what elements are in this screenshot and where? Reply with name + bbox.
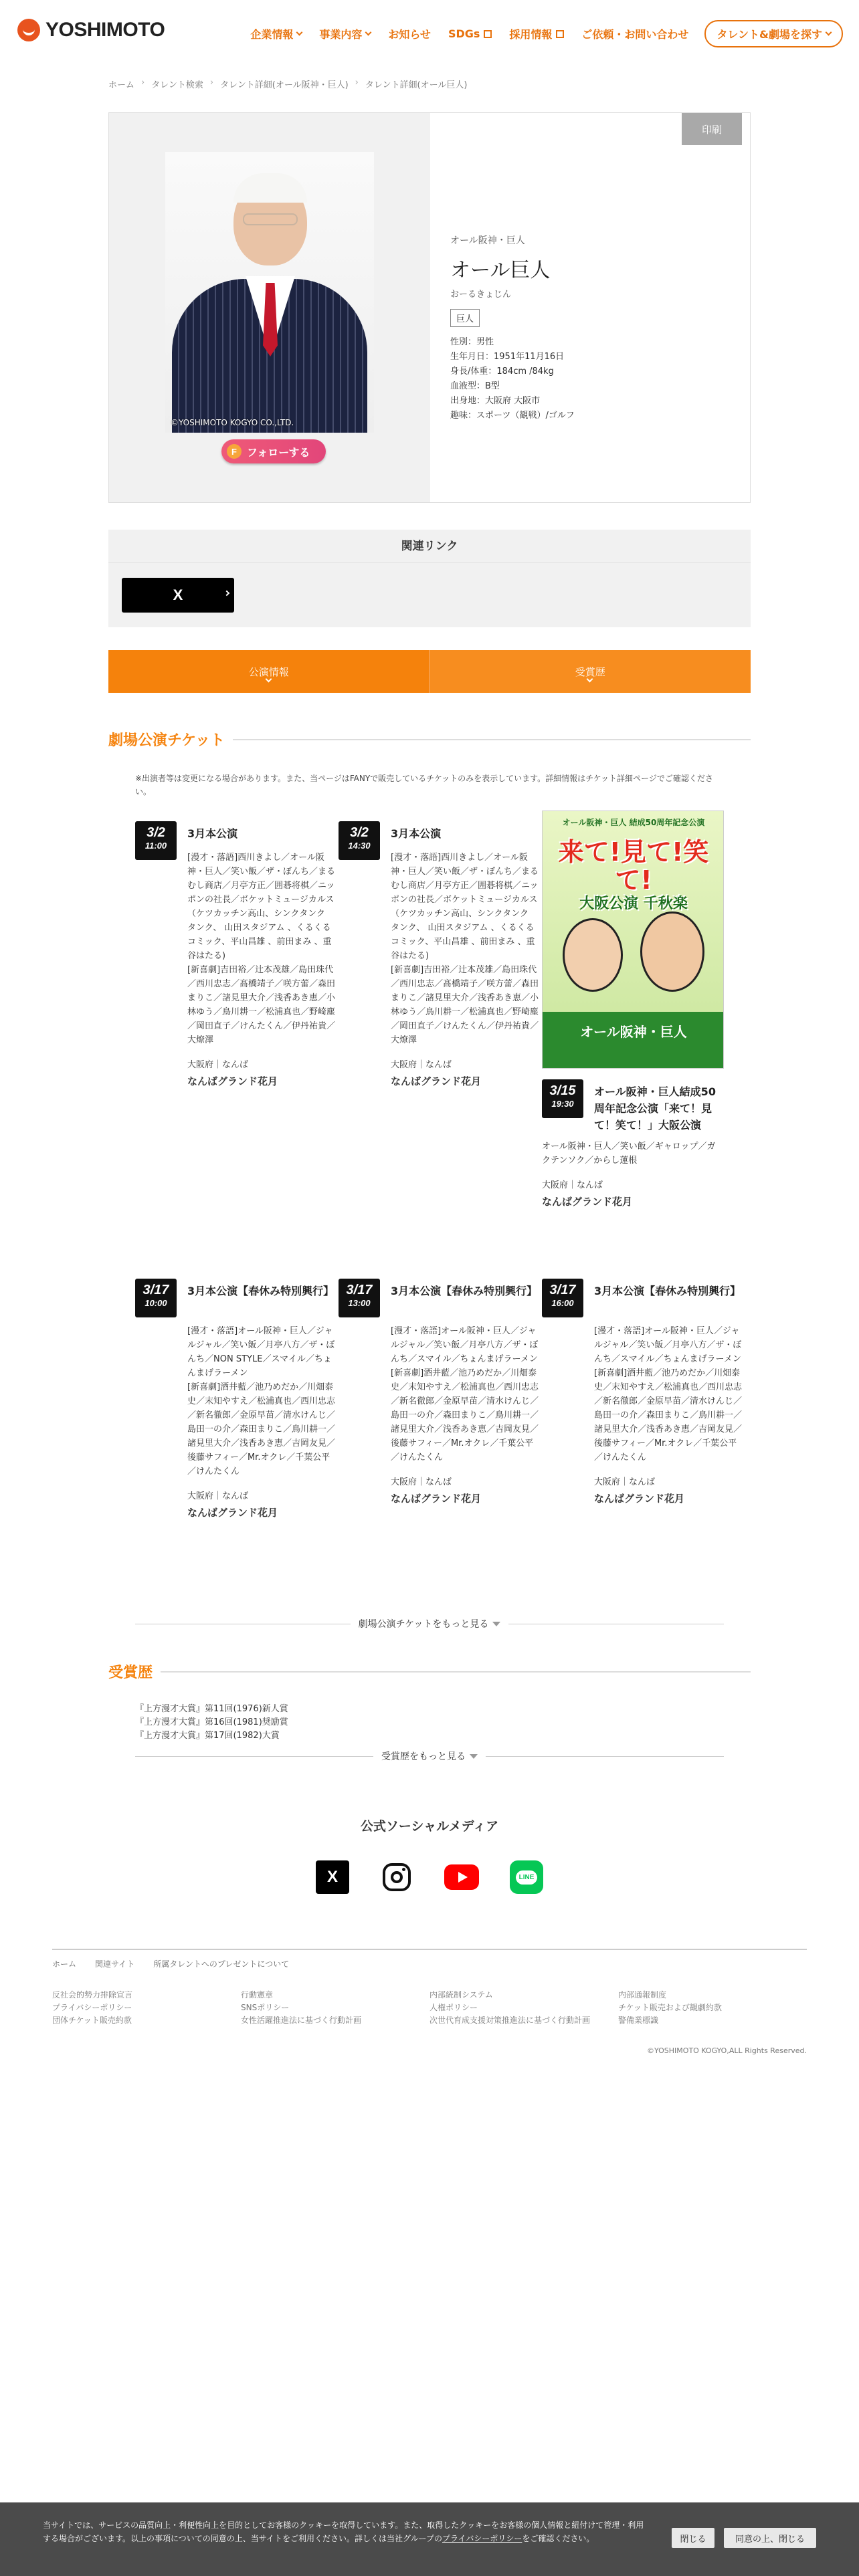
footer-links: [52, 1989, 807, 2027]
ticket-venue: なんばグランド花月: [187, 1507, 278, 1519]
tab-performances[interactable]: 公演情報: [108, 650, 430, 693]
cookie-message: 当サイトでは、サービスの品質向上・利便性向上を目的としてお客様のクッキーを取得しています。また、取得したクッキーをお客様の個人情報と紐付けて管理・利用する場合がございます。以上の事項についての同意の上、当サイトをご利用ください。詳しくは当社グループの: [43, 2520, 644, 2543]
footer-link[interactable]: 団体チケット販売約款: [52, 2016, 132, 2025]
heading-rule: [161, 1671, 751, 1673]
ticket-title[interactable]: 3月本公演【春休み特別興行】: [391, 1285, 538, 1297]
detail-gender: 性別：男性: [450, 337, 494, 347]
date-badge: [542, 1279, 583, 1317]
talent-photo: [165, 152, 374, 433]
nav-sdgs[interactable]: SDGs: [448, 27, 492, 40]
award-item: 『上方漫才大賞』第17回(1982)大賞: [135, 1731, 280, 1741]
cookie-banner: [0, 2502, 859, 2576]
footer-link[interactable]: 行動憲章: [241, 1990, 274, 2000]
poster-main: 来て!見て!笑て!: [558, 837, 709, 895]
talent-info: [450, 233, 731, 423]
print-button[interactable]: 印刷: [682, 113, 742, 145]
date-day: 3/17: [142, 1283, 169, 1297]
date-day: 3/17: [346, 1283, 373, 1297]
ticket-title[interactable]: 3月本公演: [391, 827, 442, 840]
footer-column: [618, 1989, 807, 2027]
chevron-down-icon: [365, 29, 372, 36]
breadcrumb: [108, 78, 474, 90]
tickets-title: 劇場公演チケット: [108, 732, 225, 749]
main-nav: [233, 20, 843, 47]
date-badge: [135, 1279, 177, 1317]
ticket-prefecture: 大阪府｜なんば: [391, 1477, 452, 1487]
group-name[interactable]: オール阪神・巨人: [450, 235, 525, 246]
date-day: 3/15: [549, 1083, 576, 1098]
tab-awards[interactable]: 受賞歴: [430, 650, 751, 693]
breadcrumb-talent-search[interactable]: タレント検索: [151, 80, 203, 90]
date-badge: [339, 1279, 380, 1317]
site-header: [0, 0, 859, 62]
ticket-prefecture: 大阪府｜なんば: [187, 1491, 249, 1501]
line-label: LINE: [516, 1870, 538, 1885]
nav-company[interactable]: 企業情報: [250, 26, 302, 41]
footer-divider: [52, 1949, 807, 1950]
more-tickets-row: [135, 1617, 724, 1630]
ticket-cast: [漫才・落語]オール阪神・巨人／ジャルジャル／笑い飯／月亭八方／ザ・ぼんち／NON STYLE／スマイル／ちょんまげラーメン [新喜劇]酒井藍／池乃めだか／川畑泰史／末知やすえ／松浦真也／西川忠志／新名徹郎／金原早苗／清水けんじ／島田一の介／森田まりこ／鳥川耕一／諸見里大介／浅香あき恵／吉岡友見／後藤サフィー／Mr.オクレ／千葉公平／けんたくん: [187, 1326, 336, 1477]
smile-logo-icon: [17, 19, 40, 41]
footer-link[interactable]: 内部通報制度: [618, 1990, 667, 2000]
divider: [486, 1756, 724, 1757]
detail-birthplace: 出身地：大阪府 大阪市: [450, 396, 541, 406]
date-time: 16:00: [551, 1298, 574, 1308]
line-icon[interactable]: [510, 1860, 543, 1894]
content-tabs: [108, 650, 751, 693]
date-time: 10:00: [145, 1298, 167, 1308]
talent-kana: おーるきょじん: [450, 290, 512, 300]
x-icon[interactable]: X: [316, 1860, 349, 1894]
ticket-venue: なんばグランド花月: [391, 1075, 482, 1087]
breadcrumb-group[interactable]: タレント詳細(オール阪神・巨人): [220, 80, 349, 90]
footer-link[interactable]: 次世代育成支援対策推進法に基づく行動計画: [430, 2016, 591, 2025]
footer-link[interactable]: 女性活躍推進法に基づく行動計画: [241, 2016, 362, 2025]
nav-business[interactable]: 事業内容: [319, 26, 371, 41]
footer-link[interactable]: 反社会的勢力排除宣言: [52, 1990, 133, 2000]
poster-top-text: オール阪神・巨人 結成50周年記念公演: [562, 818, 705, 827]
awards-title: 受賞歴: [108, 1665, 153, 1681]
youtube-icon[interactable]: [444, 1864, 479, 1890]
ticket-body: [187, 851, 336, 1089]
ticket-cast: [漫才・落語]西川きよし／オール阪神・巨人／笑い飯／ザ・ぼんち／まるむし商店／月亭方正／囲碁将棋／ニッポンの社長／ボケットミュージカルス（ケツカッチン高山、シンクタンク タンク、 山田スタジアム 、くるくるコミック、平山昌雄 、前田まみ 、重谷はたる) [新喜劇]吉田裕／辻本茂雄／島田珠代／西川忠志／髙橋靖子／咲方蕾／森田まりこ／諸見里大介／浅香あき恵／小林ゆう／鳥川耕一／松浦真也／野崎塵／岡田直子／けんたくん／伊丹祐貴／大燎澤: [187, 853, 336, 1045]
date-time: 19:30: [551, 1099, 574, 1109]
tickets-heading: [108, 729, 751, 750]
detail-hobby: 趣味：スポーツ（観戦）/ゴルフ: [450, 411, 575, 421]
footer-column: [241, 1989, 430, 2027]
chevron-down-icon: [296, 29, 303, 36]
footer-link-home[interactable]: ホーム: [52, 1959, 77, 1969]
ticket-body: [187, 1324, 336, 1520]
ticket-prefecture: 大阪府｜なんば: [391, 1060, 452, 1070]
date-badge: [339, 821, 380, 860]
date-time: 14:30: [348, 841, 371, 851]
follow-label: フォローする: [247, 445, 310, 459]
footer-link[interactable]: 人権ポリシー: [430, 2003, 478, 2012]
award-item: 『上方漫才大賞』第16回(1981)奨励賞: [135, 1717, 288, 1727]
tickets-notice: ※出演者等は変更になる場合があります。また、当ページはFANYで販売しているチケットのみを表示しています。詳細情報はチケット詳細ページでご確認ください。: [135, 774, 713, 796]
ticket-body: [542, 1140, 716, 1209]
cookie-message-end: をご確認ください。: [522, 2534, 595, 2543]
photo-credit: ©YOSHIMOTO KOGYO CO.,LTD.: [171, 418, 294, 427]
ticket-venue: なんばグランド花月: [594, 1493, 685, 1505]
talent-details: [450, 335, 731, 423]
chevron-down-icon: [470, 1754, 478, 1759]
footer-link[interactable]: 内部統制システム: [430, 1990, 493, 2000]
related-links: [108, 530, 751, 627]
footer-link-related-sites[interactable]: 関連サイト: [95, 1959, 135, 1969]
event-poster[interactable]: [542, 811, 724, 1069]
cookie-agree-button[interactable]: 同意の上、閉じる: [724, 2528, 816, 2548]
nav-news[interactable]: お知らせ: [388, 28, 431, 41]
nav-recruit[interactable]: 採用情報: [509, 26, 564, 41]
logo-text: YOSHIMOTO: [45, 19, 165, 41]
related-links-title: 関連リンク: [108, 530, 751, 563]
external-link-icon: [556, 30, 564, 38]
date-time: 13:00: [348, 1298, 371, 1308]
poster-face: [563, 918, 623, 992]
detail-birthday: 生年月日：1951年11月16日: [450, 352, 565, 362]
ticket-venue: なんばグランド花月: [542, 1196, 633, 1208]
awards-heading: [108, 1661, 751, 1682]
ticket-prefecture: 大阪府｜なんば: [187, 1060, 249, 1070]
divider: [135, 1756, 373, 1757]
talent-name: オール巨人: [450, 259, 551, 282]
copyright: ©YOSHIMOTO KOGYO,ALL Rights Reserved.: [647, 2046, 807, 2055]
privacy-policy-link[interactable]: プライバシーポリシー: [442, 2534, 522, 2543]
ticket-body: [391, 1324, 539, 1506]
breadcrumb-separator-icon: ›: [141, 78, 145, 88]
date-badge: [135, 821, 177, 860]
award-item: 『上方漫才大賞』第11回(1976)新人賞: [135, 1704, 288, 1714]
ticket-cast: [漫才・落語]西川きよし／オール阪神・巨人／笑い飯／ザ・ぼんち／まるむし商店／月亭方正／囲碁将棋／ニッポンの社長／ボケットミュージカルス（ケツカッチン高山、シンクタンク タンク、 山田スタジアム 、くるくるコミック、平山昌雄 、前田まみ 、重谷はたる) [新喜劇]吉田裕／辻本茂雄／島田珠代／西川忠志／髙橋靖子／咲方蕾／森田まりこ／諸見里大介／浅香あき恵／小林ゆう／鳥川耕一／松浦真也／野崎塵／岡田直子／けんたくん／伊丹祐貴／大燎澤: [391, 853, 539, 1045]
detail-blood-type: 血液型：B型: [450, 381, 500, 391]
awards-list: [135, 1703, 288, 1743]
x-logo-icon: X: [173, 586, 183, 603]
ticket-title[interactable]: オール阪神・巨人結成50周年記念公演「来て！見て！笑て！」大阪公演: [594, 1085, 716, 1132]
date-day: 3/2: [350, 825, 369, 840]
footer-link[interactable]: 警備業標識: [618, 2016, 659, 2025]
cookie-close-button[interactable]: 閉じる: [672, 2528, 714, 2548]
profile-photo-area: [109, 113, 430, 502]
ticket-body: [391, 851, 539, 1089]
breadcrumb-current: タレント詳細(オール巨人): [365, 80, 468, 90]
ticket-body: [594, 1324, 743, 1506]
date-badge: [542, 1079, 583, 1118]
social-links: [316, 1860, 543, 1894]
ticket-cast: [漫才・落語]オール阪神・巨人／ジャルジャル／笑い飯／月亭八方／ザ・ぼんち／スマイル／ちょんまげラーメン [新喜劇]酒井藍／池乃めだか／川畑泰史／末知やすえ／松浦真也／西川忠志／新名徹郎／金原早苗／清水けんじ／島田一の介／森田まりこ／鳥川耕一／諸見里大介／浅香あき恵／吉岡友見／後藤サフィー／Mr.オクレ／千葉公平／けんたくん: [594, 1326, 743, 1463]
more-tickets-button[interactable]: 劇場公演チケットをもっと見る: [359, 1617, 501, 1630]
footer-link[interactable]: SNSポリシー: [241, 2003, 290, 2012]
ticket-venue: なんばグランド花月: [391, 1493, 482, 1505]
ticket-prefecture: 大阪府｜なんば: [542, 1180, 603, 1190]
footer-column: [52, 1989, 241, 2027]
date-time: 11:00: [145, 841, 167, 851]
profile-card: [108, 112, 751, 503]
chevron-down-icon: [492, 1622, 500, 1626]
footer-link[interactable]: プライバシーポリシー: [52, 2003, 132, 2012]
more-awards-button[interactable]: 受賞歴をもっと見る: [381, 1749, 478, 1763]
photo-hair: [233, 173, 307, 203]
breadcrumb-separator-icon: ›: [355, 78, 359, 88]
ticket-title[interactable]: 3月本公演【春休み特別興行】: [187, 1285, 335, 1297]
poster-band: オール阪神・巨人: [543, 1012, 724, 1069]
ticket-title[interactable]: 3月本公演: [187, 827, 238, 840]
external-link-icon: [484, 30, 492, 38]
date-day: 3/2: [147, 825, 165, 840]
x-link-button[interactable]: [122, 578, 234, 613]
yoshimoto-logo[interactable]: [17, 19, 165, 41]
ticket-prefecture: 大阪府｜なんば: [594, 1477, 656, 1487]
poster-main-text: [551, 838, 717, 914]
ticket-venue: なんばグランド花月: [187, 1075, 278, 1087]
date-day: 3/17: [549, 1283, 576, 1297]
detail-height-weight: 身長/体重：184cm /84kg: [450, 366, 554, 377]
poster-face: [640, 911, 704, 992]
more-awards-row: [135, 1749, 724, 1763]
cookie-text: [43, 2518, 645, 2545]
breadcrumb-home[interactable]: ホーム: [108, 80, 135, 90]
follow-button[interactable]: [221, 439, 326, 463]
nav-contact[interactable]: ご依頼・お問い合わせ: [581, 28, 689, 41]
footer-top-links: [52, 1958, 308, 1969]
breadcrumb-separator-icon: ›: [209, 78, 214, 88]
fany-icon: F: [227, 444, 242, 459]
ticket-cast: オール阪神・巨人／笑い飯／ギャロップ／ガクテンソク／からし蓮根: [542, 1142, 716, 1166]
talent-search-button[interactable]: タレント&劇場を探す: [704, 20, 843, 47]
talent-tag: 巨人: [450, 309, 480, 327]
poster-sub: 大阪公演 千秋楽: [579, 895, 688, 912]
instagram-icon[interactable]: [383, 1863, 411, 1891]
ticket-cast: [漫才・落語]オール阪神・巨人／ジャルジャル／笑い飯／月亭八方／ザ・ぼんち／スマイル／ちょんまげラーメン [新喜劇]酒井藍／池乃めだか／川畑泰史／末知やすえ／松浦真也／西川忠志／新名徹郎／金原早苗／清水けんじ／島田一の介／森田まりこ／鳥川耕一／諸見里大介／浅香あき恵／吉岡友見／後藤サフィー／Mr.オクレ／千葉公平／けんたくん: [391, 1326, 539, 1463]
photo-glasses: [243, 213, 298, 225]
chevron-down-icon: [826, 29, 832, 36]
social-title: 公式ソーシャルメディア: [360, 1819, 499, 1834]
chevron-right-icon: [224, 591, 229, 596]
footer-link[interactable]: チケット販売および観劇約款: [618, 2003, 722, 2012]
ticket-title[interactable]: 3月本公演【春休み特別興行】: [594, 1285, 741, 1297]
footer-column: [430, 1989, 618, 2027]
footer-link-presents[interactable]: 所属タレントへのプレゼントについて: [153, 1959, 290, 1969]
heading-rule: [233, 739, 751, 740]
